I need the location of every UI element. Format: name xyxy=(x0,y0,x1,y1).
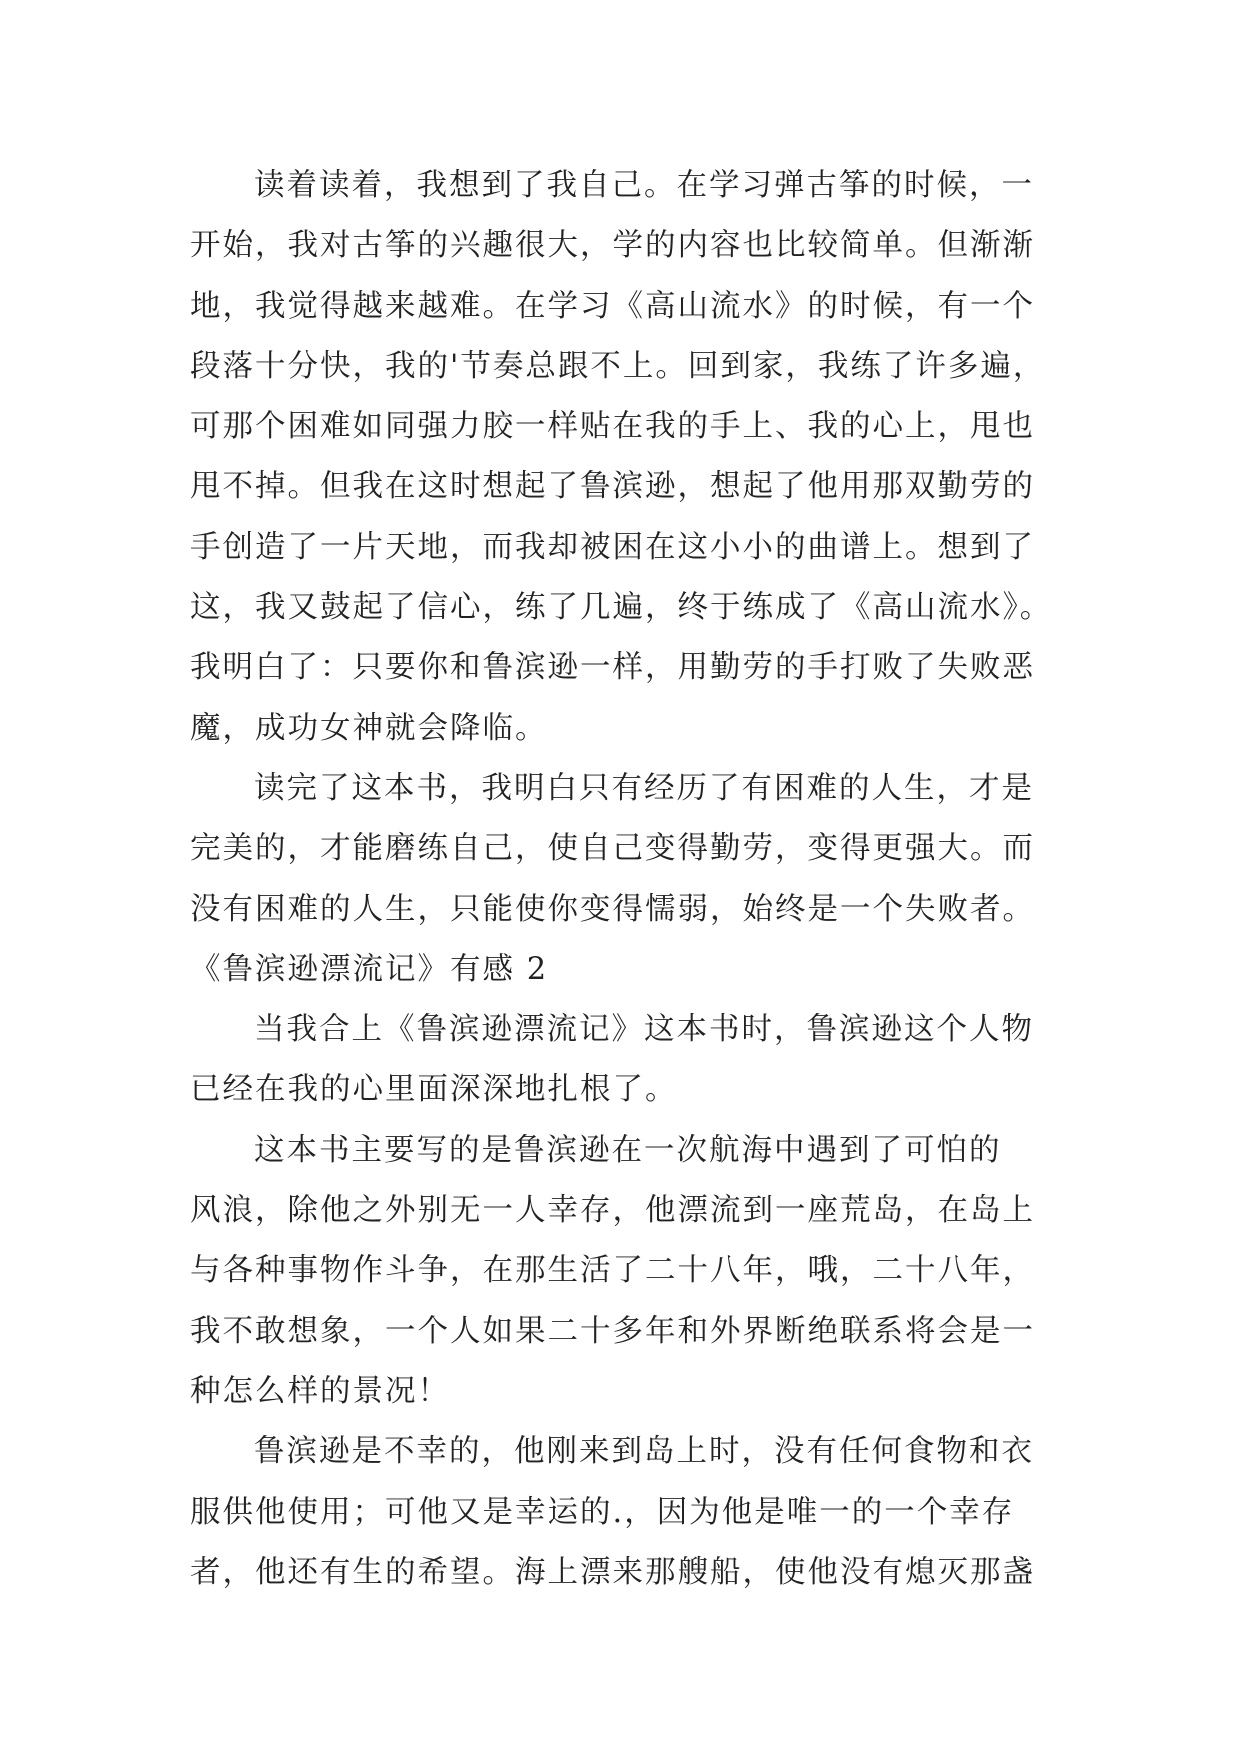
text-line: 手创造了一片天地，而我却被困在这小小的曲谱上。想到了 xyxy=(190,529,1035,565)
text-line: 读完了这本书，我明白只有经历了有困难的人生，才是 xyxy=(254,770,1034,806)
text-line: 这本书主要写的是鲁滨逊在一次航海中遇到了可怕的 xyxy=(254,1132,1002,1168)
text-line: 读着读着，我想到了我自己。在学习弹古筝的时候，一 xyxy=(254,168,1034,203)
text-line: 我不敢想象，一个人如果二十多年和外界断绝联系将会是一 xyxy=(190,1313,1035,1349)
text-line: 地，我觉得越来越难。在学习《高山流水》的时候，有一个 xyxy=(190,288,1035,324)
text-line: 种怎么样的景况！ xyxy=(190,1373,450,1409)
text-line: 开始，我对古筝的兴趣很大，学的内容也比较简单。但渐渐 xyxy=(190,228,1035,264)
text-line: 魔，成功女神就会降临。 xyxy=(190,710,548,746)
text-line: 者，他还有生的希望。海上漂来那艘船，使他没有熄灭那盏 xyxy=(190,1554,1035,1590)
text-line: 段落十分快，我的'节奏总跟不上。回到家，我练了许多遍， xyxy=(190,348,1046,384)
document-body xyxy=(190,156,1070,1603)
text-line: 当我合上《鲁滨逊漂流记》这本书时，鲁滨逊这个人物 xyxy=(254,1012,1034,1048)
text-line: 我明白了：只要你和鲁滨逊一样，用勤劳的手打败了失败恶 xyxy=(190,650,1035,686)
text-line: 甩不掉。但我在这时想起了鲁滨逊，想起了他用那双勤劳的 xyxy=(190,469,1035,505)
text-line: 这，我又鼓起了信心，练了几遍，终于练成了《高山流水》。 xyxy=(190,590,1053,626)
text-line: 已经在我的心里面深深地扎根了。 xyxy=(190,1072,678,1108)
text-line: 没有困难的人生，只能使你变得懦弱，始终是一个失败者。 xyxy=(190,891,1035,927)
text-line: 可那个困难如同强力胶一样贴在我的手上、我的心上，甩也 xyxy=(190,409,1035,445)
section-heading: 《鲁滨逊漂流记》有感 2 xyxy=(190,951,549,987)
text-line: 服供他使用；可他又是幸运的.，因为他是唯一的一个幸存 xyxy=(190,1494,1015,1530)
text-line: 完美的，才能磨练自己，使自己变得勤劳，变得更强大。而 xyxy=(190,831,1035,867)
text-line: 与各种事物作斗争，在那生活了二十八年，哦，二十八年， xyxy=(190,1253,1035,1289)
text-line: 风浪，除他之外别无一人幸存，他漂流到一座荒岛，在岛上 xyxy=(190,1193,1035,1229)
text-line: 鲁滨逊是不幸的，他刚来到岛上时，没有任何食物和衣 xyxy=(254,1434,1034,1470)
